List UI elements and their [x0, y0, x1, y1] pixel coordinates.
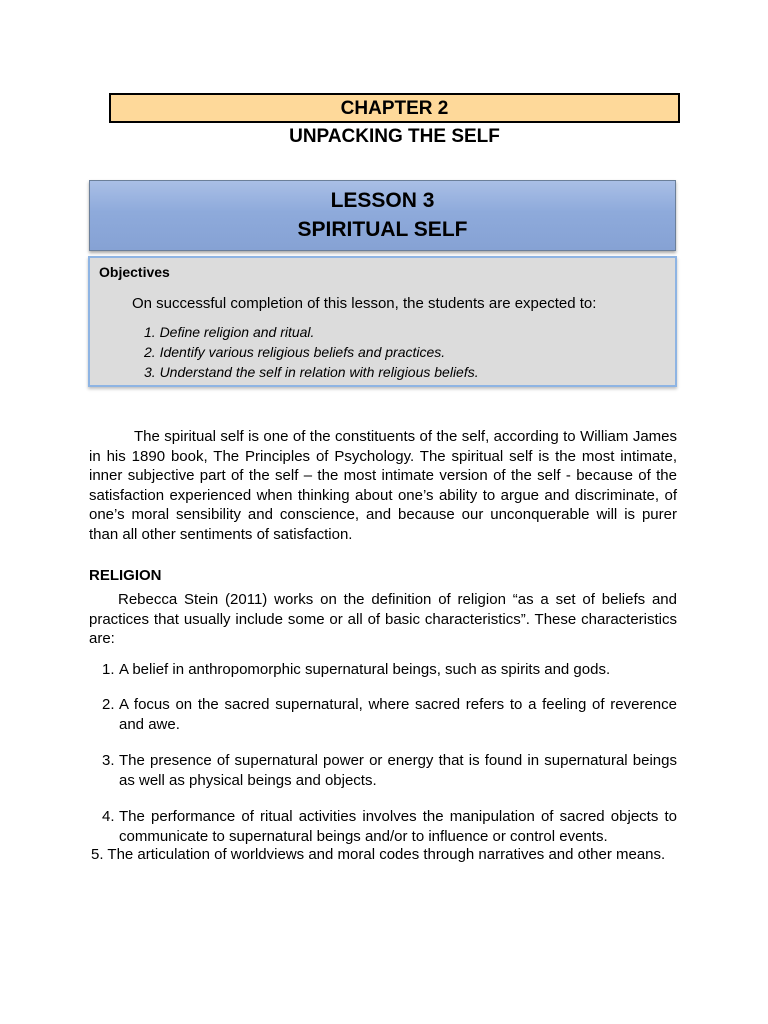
objectives-box [88, 256, 677, 387]
chapter-label: CHAPTER 2 [340, 98, 449, 119]
list-item [89, 807, 677, 847]
list-item-text: A belief in anthropomorphic supernatural beings, such as spirits and gods. [119, 661, 611, 678]
list-item-number: 3. [102, 752, 115, 769]
list-item-text: The performance of ritual activities involves the manipulation of sacred objects to communicate to supernatural beings and/or to influence or control events. [119, 808, 677, 845]
objectives-heading: Objectives [99, 264, 170, 280]
religion-paragraph: Rebecca Stein (2011) works on the definition of religion “as a set of beliefs and practices that usually include some or all of basic characteristics”. These characteristics are: [89, 591, 677, 648]
list-item-number: 2. [102, 696, 115, 713]
list-item [89, 660, 677, 680]
objective-item: 1. Define religion and ritual. [144, 324, 315, 340]
list-item-text: A focus on the sacred supernatural, where sacred refers to a feeling of reverence and awe. [119, 696, 677, 733]
list-item-last: 5. The articulation of worldviews and moral codes through narratives and other means. [91, 846, 666, 863]
list-item-number: 4. [102, 808, 115, 825]
lesson-banner [89, 180, 676, 251]
lesson-number: LESSON 3 [330, 189, 435, 212]
list-item [89, 751, 677, 791]
objective-item: 3. Understand the self in relation with religious beliefs. [144, 364, 479, 380]
chapter-title: UNPACKING THE SELF [289, 126, 500, 147]
intro-paragraph: The spiritual self is one of the constituents of the self, according to William James in his 1890 book, The Principles of Psychology. The spiritual self is the most intimate, inner subjective part of the self – the most intimate version of the self - because of the satisfaction experienced when thinking about one’s ability to argue and discriminate, of one’s moral sensibility and conscience, and because our unconquerable will is purer than all other sentiments of satisfaction. [89, 428, 677, 543]
lesson-title: SPIRITUAL SELF [297, 218, 468, 241]
chapter-label-box [109, 93, 680, 123]
list-item-text: The presence of supernatural power or energy that is found in supernatural beings as well as physical beings and objects. [119, 752, 677, 789]
objective-item: 2. Identify various religious beliefs and practices. [144, 344, 446, 360]
religion-heading: RELIGION [89, 567, 162, 584]
objectives-intro: On successful completion of this lesson, the students are expected to: [132, 295, 597, 312]
list-item [89, 695, 677, 735]
objectives-list [144, 322, 479, 382]
list-item-number: 1. [102, 661, 115, 678]
